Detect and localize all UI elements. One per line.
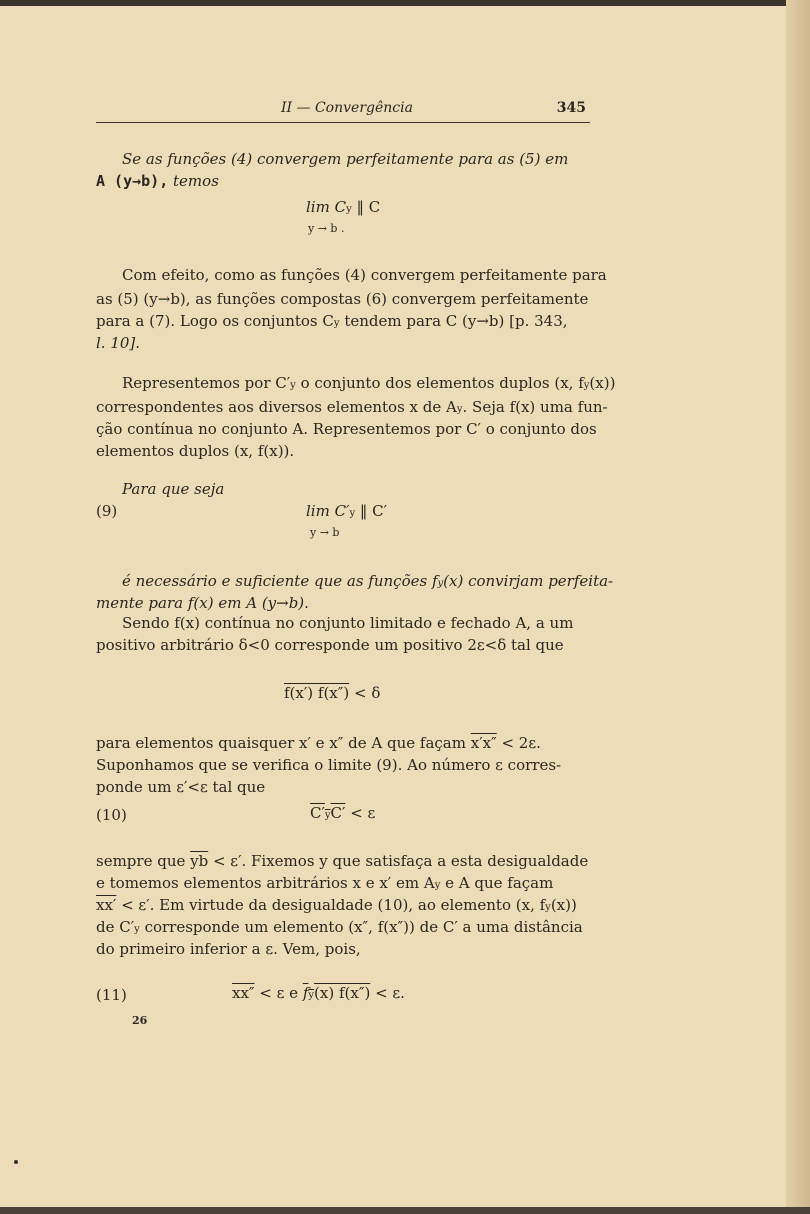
equation-number: (11) bbox=[96, 986, 127, 1004]
text-line: Se as funções (4) convergem perfeitamente para as (5) em bbox=[122, 150, 569, 168]
ink-spot bbox=[14, 1160, 18, 1164]
text-line: Suponhamos que se verifica o limite (9). Ao número ε corres- bbox=[96, 756, 562, 774]
text-line: é necessário e suficiente que as funções fy(x) convirjam perfeita- bbox=[122, 572, 614, 590]
page-right-edge bbox=[786, 0, 810, 1214]
inequality: f(x′) f(x″) < δ bbox=[284, 684, 381, 702]
equation-number: (10) bbox=[96, 806, 127, 824]
text-line: l. 10]. bbox=[96, 334, 141, 352]
text-line: xx′ < ε′. Em virtude da desigualdade (10), ao elemento (x, fy(x)) bbox=[96, 896, 577, 914]
inequality: xx″ < ε e fy(x) f(x″) < ε. bbox=[232, 984, 405, 1002]
text-line: as (5) (y→b), as funções compostas (6) convergem perfeitamente bbox=[96, 290, 589, 308]
text-line: sempre que $\overline{yb} < \varepsilon'$. Fixemos y que satisfaça a esta desigualdade bbox=[96, 852, 589, 870]
signature-mark: 26 bbox=[132, 1014, 148, 1027]
text-line: A (y→b), temos bbox=[96, 172, 219, 190]
equation-number: (9) bbox=[96, 502, 118, 520]
inequality: C′yC′ < ε bbox=[310, 804, 376, 822]
page-top-edge bbox=[0, 0, 810, 6]
running-header bbox=[96, 100, 590, 123]
text-line: de C′y corresponde um elemento (x″, f(x″)) de C′ a uma distância bbox=[96, 918, 583, 936]
text-line: mente para f(x) em A (y→b). bbox=[96, 594, 309, 612]
text-line: ção contínua no conjunto A. Representemos por C′ o conjunto dos bbox=[96, 420, 597, 438]
section-title: II — Convergência bbox=[281, 100, 413, 116]
page-number: 345 bbox=[556, 100, 586, 116]
text-line: para a (7). Logo os conjuntos Cy tendem para C (y→b) [p. 343, bbox=[96, 312, 568, 330]
text-line: do primeiro inferior a ε. Vem, pois, bbox=[96, 940, 361, 958]
text-line: ponde um ε′<ε tal que bbox=[96, 778, 266, 796]
text-line: Com efeito, como as funções (4) convergem perfeitamente para bbox=[122, 266, 607, 284]
text-line: Sendo f(x) contínua no conjunto limitado e fechado A, a um bbox=[122, 614, 574, 632]
limit-equation: lim Cy ‖ C bbox=[306, 198, 381, 216]
limit-subscript: y → b bbox=[310, 526, 340, 539]
text-line: Para que seja bbox=[122, 480, 225, 498]
text-line: para elementos quaisquer x′ e x″ de A que façam x′x″ < 2ε. bbox=[96, 734, 541, 752]
text-line: Representemos por C′y o conjunto dos elementos duplos (x, fy(x)) bbox=[122, 374, 616, 392]
limit-equation: lim C′y ‖ C′ bbox=[306, 502, 388, 520]
text-line: elementos duplos (x, f(x)). bbox=[96, 442, 295, 460]
page-bottom-edge bbox=[0, 1207, 810, 1214]
text-line: correspondentes aos diversos elementos x de Ay. Seja f(x) uma fun- bbox=[96, 398, 608, 416]
text-line: e tomemos elementos arbitrários x e x′ em Ay e A que façam bbox=[96, 874, 554, 892]
limit-subscript: y → b . bbox=[308, 222, 345, 235]
text-line: positivo arbitrário δ<0 corresponde um positivo 2ε<δ tal que bbox=[96, 636, 564, 654]
